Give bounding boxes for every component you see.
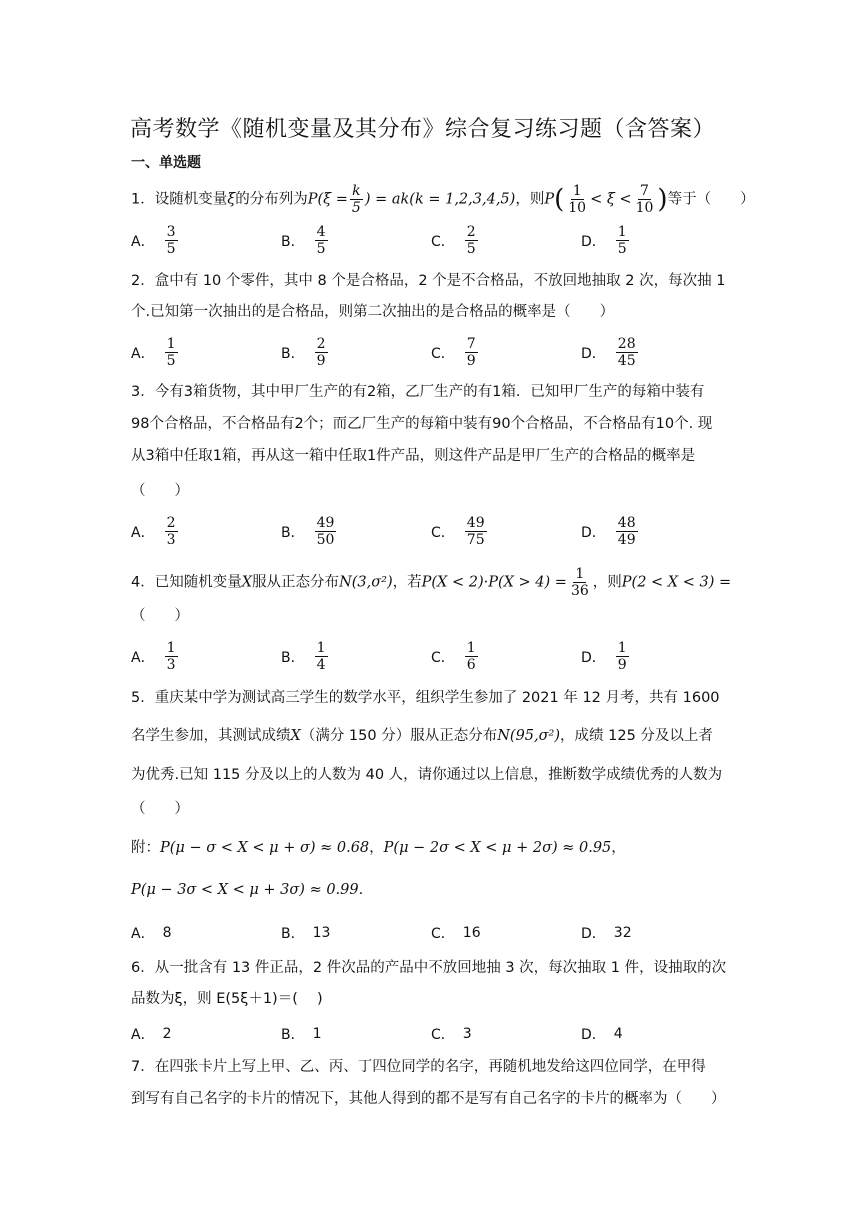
question-1-stem: 1．设随机变量ξ的分布列为P(ξ = $\frac{k}{5}$ ) = ak(k = 1,2,3,4,5)，则P( $\frac{1}{10}$ < ξ < $\frac{7}{10}$ )等于（ ）	[131, 183, 755, 216]
q6-option-d: D． 4	[581, 1026, 623, 1043]
question-6-line-2: 品数为ξ，则 E(5ξ＋1)＝( )	[131, 991, 323, 1007]
q4-option-c: C． $\frac{1}{6}$	[431, 640, 476, 673]
question-5-appendix-2: P(μ − 3σ < X < μ + 3σ) ≈ 0.99.	[131, 882, 364, 898]
question-2-line-2: 个.已知第一次抽出的是合格品，则第二次抽出的是合格品的概率是（ ）	[131, 304, 615, 320]
q1-option-c: C． $\frac{2}{5}$	[431, 224, 476, 257]
q6-option-b: B． 1	[281, 1026, 322, 1043]
question-4-line-2: （ ）	[131, 608, 189, 624]
question-5-line-1: 5．重庆某中学为测试高三学生的数学水平，组织学生参加了 2021 年 12 月考，共有 1600	[131, 690, 720, 706]
q5-option-a: A． 8	[131, 925, 172, 942]
q3-option-c: C． $\frac{49}{75}$	[431, 515, 485, 548]
question-5-line-2: 名学生参加，其测试成绩X（满分 150 分）服从正态分布N(95,σ²)，成绩 125 分及以上者	[131, 728, 713, 744]
q2-option-c: C． $\frac{7}{9}$	[431, 336, 476, 369]
question-3-line-1: 3．今有3箱货物，其中甲厂生产的有2箱，乙厂生产的有1箱．已知甲厂生产的每箱中装有	[131, 384, 705, 400]
q4-option-a: A． $\frac{1}{3}$	[131, 640, 176, 673]
question-3-line-2: 98个合格品，不合格品有2个；而乙厂生产的每箱中装有90个合格品，不合格品有10个. 现	[131, 416, 713, 432]
q1-option-a: A． $\frac{3}{5}$	[131, 224, 176, 257]
question-6-line-1: 6．从一批含有 13 件正品，2 件次品的产品中不放回地抽 3 次，每次抽取 1 件，设抽取的次	[131, 960, 727, 976]
q6-option-c: C． 3	[431, 1026, 472, 1043]
q4-option-d: D． $\frac{1}{9}$	[581, 640, 627, 673]
question-2-line-1: 2．盒中有 10 个零件，其中 8 个是合格品，2 个是不合格品，不放回地抽取 2 次，每次抽 1	[131, 273, 726, 289]
section-heading: 一、单选题	[131, 155, 201, 171]
q2-option-a: A． $\frac{1}{5}$	[131, 336, 176, 369]
q5-option-b: B． 13	[281, 925, 331, 942]
question-3-line-3: 从3箱中任取1箱，再从这一箱中任取1件产品，则这件产品是甲厂生产的合格品的概率是	[131, 448, 696, 464]
question-7-line-2: 到写有自己名字的卡片的情况下，其他人得到的都不是写有自己名字的卡片的概率为（ ）	[131, 1091, 726, 1107]
q5-option-c: C． 16	[431, 925, 481, 942]
question-4-stem: 4．已知随机变量X服从正态分布N(3,σ²)，若P(X < 2)·P(X > 4) = $\frac{1}{36}$ ，则P(2 < X < 3) =	[131, 566, 732, 599]
q2-option-d: D． $\frac{28}{45}$	[581, 336, 636, 369]
question-5-appendix-1: 附：P(μ − σ < X < μ + σ) ≈ 0.68，P(μ − 2σ < X < μ + 2σ) ≈ 0.95，	[131, 840, 626, 856]
question-5-line-3: 为优秀.已知 115 分及以上的人数为 40 人，请你通过以上信息，推断数学成绩优秀的人数为	[131, 767, 723, 783]
q5-option-d: D． 32	[581, 925, 632, 942]
q3-option-b: B． $\frac{49}{50}$	[281, 515, 335, 548]
page-title: 高考数学《随机变量及其分布》综合复习练习题（含答案）	[130, 117, 716, 142]
q2-option-b: B． $\frac{2}{9}$	[281, 336, 326, 369]
question-5-line-4: （ ）	[131, 801, 189, 817]
q1-option-b: B． $\frac{4}{5}$	[281, 224, 326, 257]
q4-option-b: B． $\frac{1}{4}$	[281, 640, 326, 673]
q6-option-a: A． 2	[131, 1026, 172, 1043]
q1-option-d: D． $\frac{1}{5}$	[581, 224, 627, 257]
q3-option-a: A． $\frac{2}{3}$	[131, 515, 176, 548]
question-3-line-4: （ ）	[131, 483, 189, 499]
q3-option-d: D． $\frac{48}{49}$	[581, 515, 636, 548]
question-7-line-1: 7．在四张卡片上写上甲、乙、丙、丁四位同学的名字，再随机地发给这四位同学，在甲得	[131, 1059, 706, 1075]
